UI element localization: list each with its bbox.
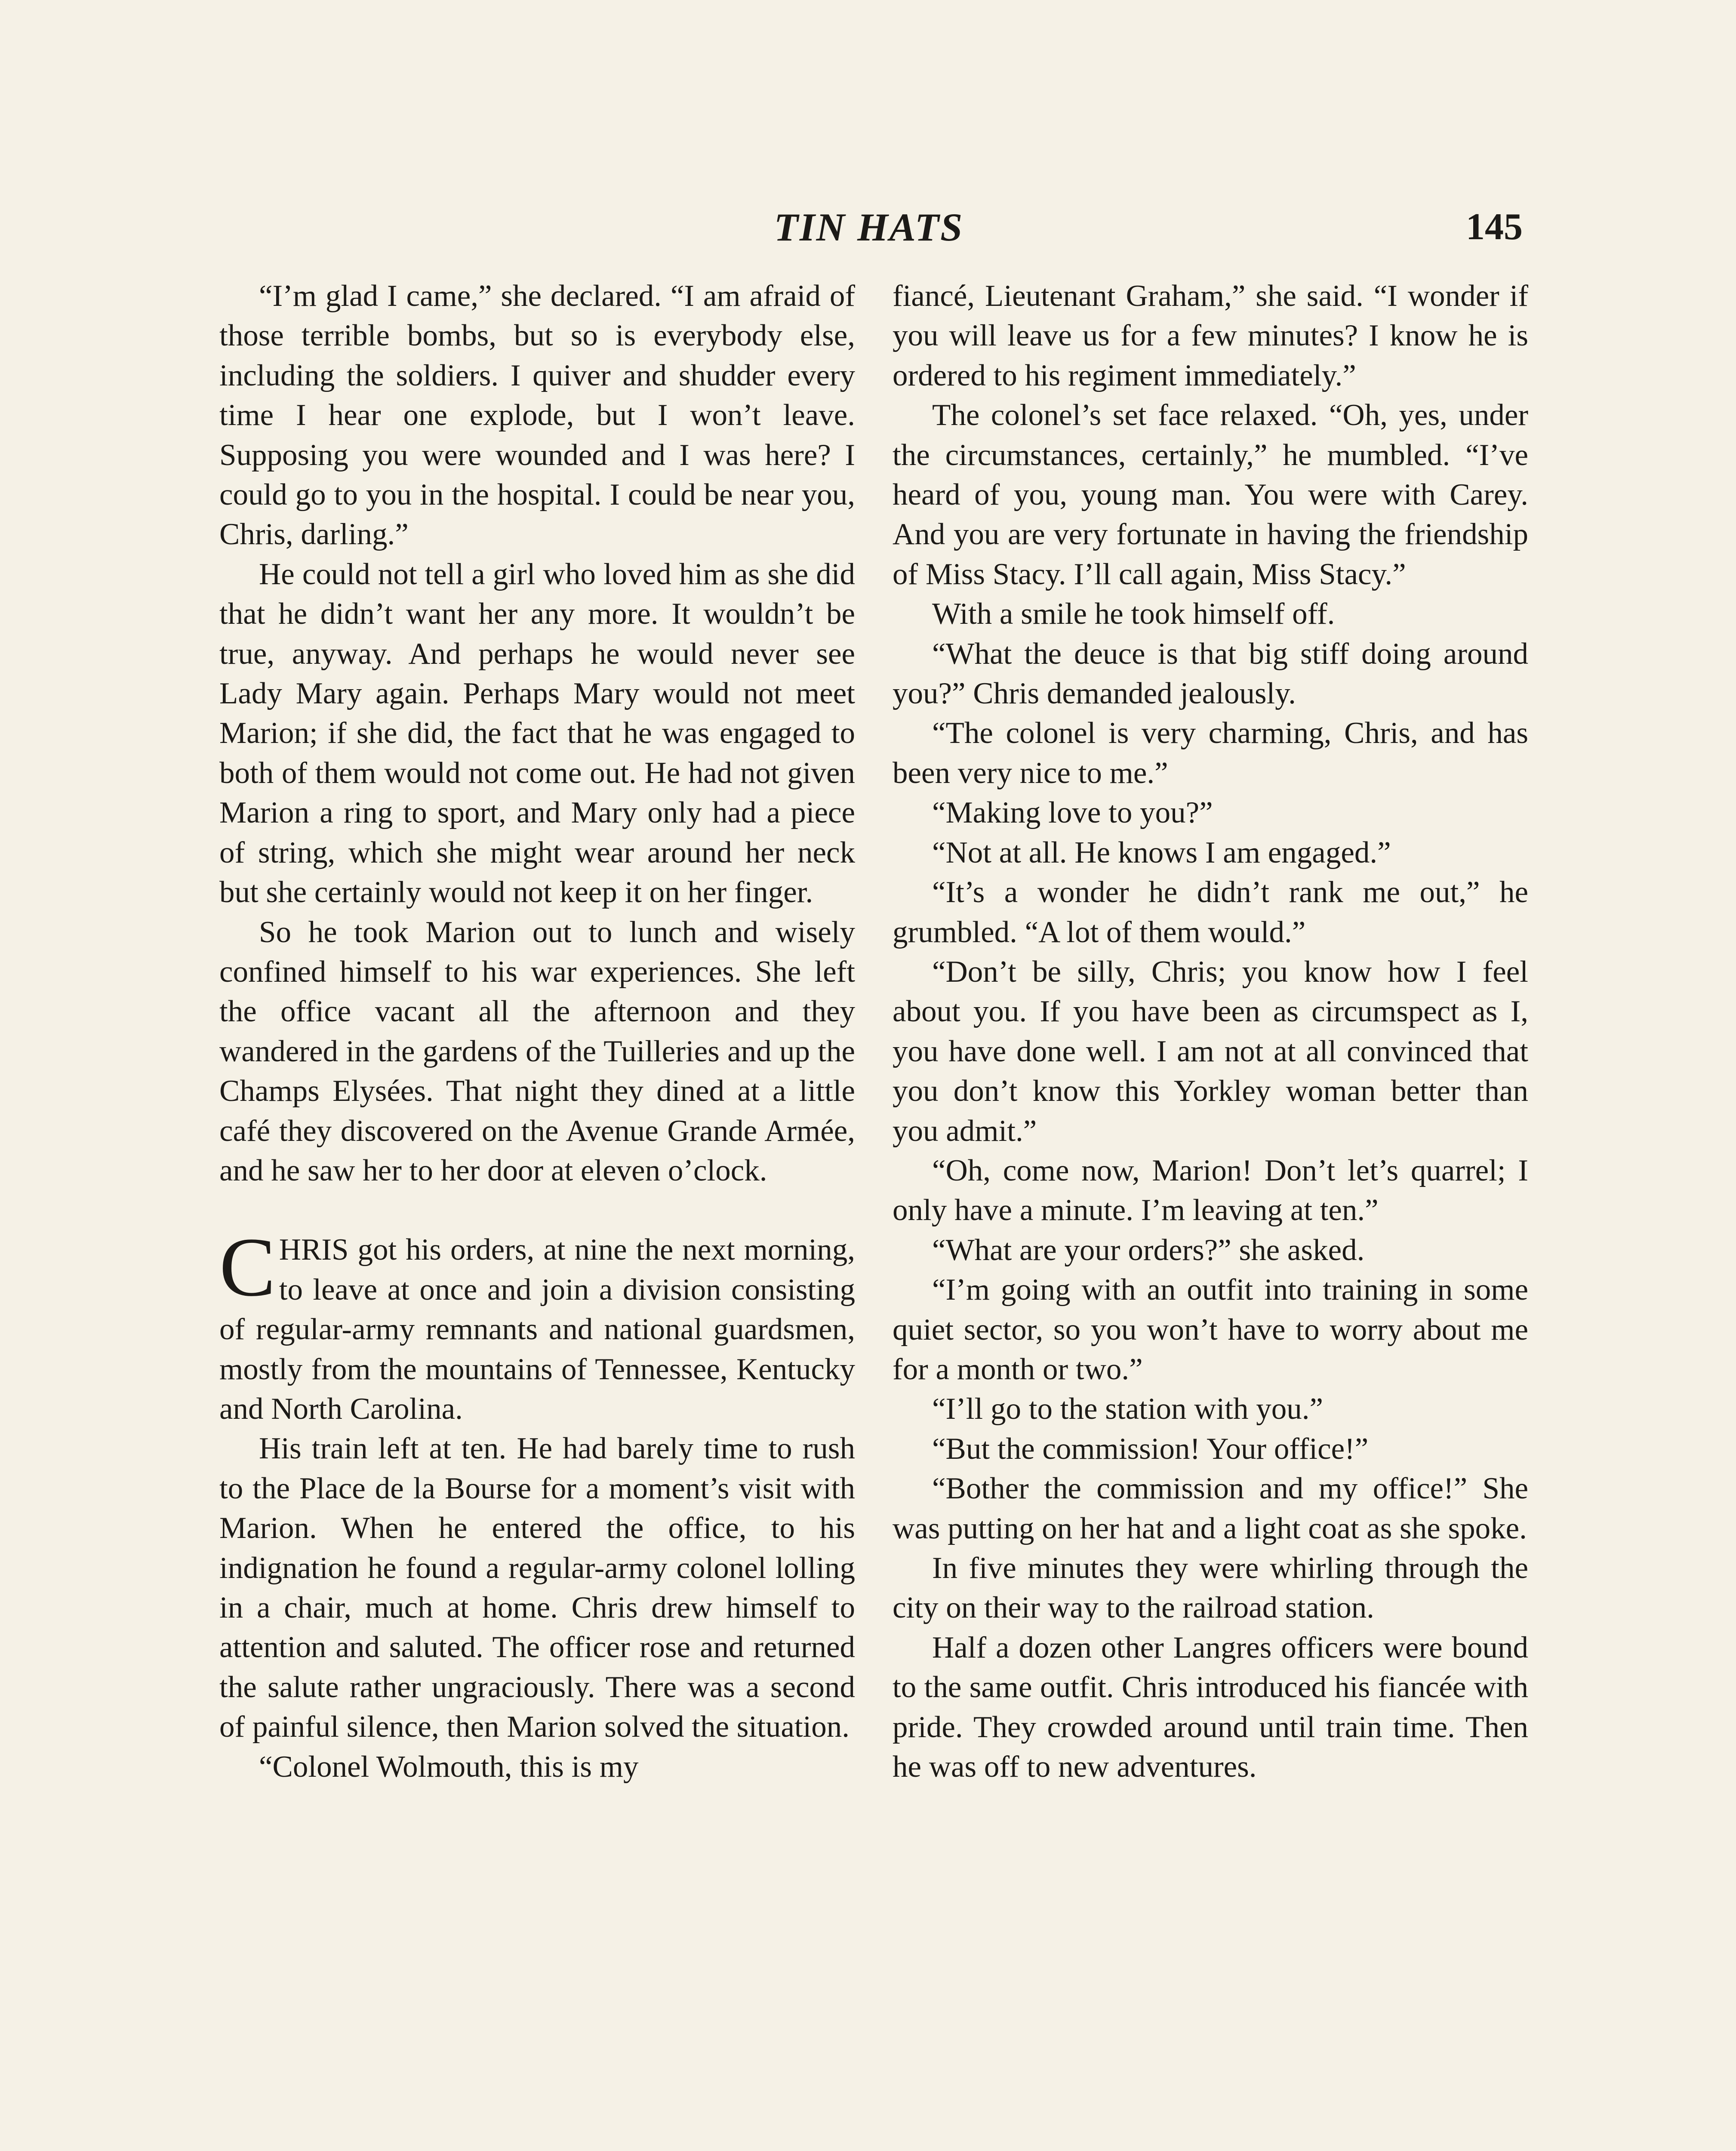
left-column <box>219 276 855 1787</box>
right-column <box>893 276 1528 1787</box>
paragraph: “Don’t be silly, Chris; you know how I feel about you. If you have been as circumspect as I, you have done well. I am not at all convinced that you don’t know this Yorkley woman better than you admit.” <box>893 955 1528 1148</box>
page-number: 145 <box>1466 206 1523 248</box>
drop-cap: C <box>219 1220 276 1314</box>
paragraph: “It’s a wonder he didn’t rank me out,” he grumbled. “A lot of them would.” <box>893 875 1528 949</box>
paragraph: “Oh, come now, Marion! Don’t let’s quarrel; I only have a minute. I’m leaving at ten.” <box>893 1153 1528 1227</box>
paragraph: Half a dozen other Langres officers were bound to the same outfit. Chris introduced his fiancée with pride. They crowded around until train time. Then he was off to new adventures. <box>893 1630 1528 1784</box>
paragraph: In five minutes they were whirling through the city on their way to the railroad station. <box>893 1551 1528 1625</box>
section-opening-text: HRIS got his orders, at nine the next morning, to leave at once and join a division consisting of regular-army remnants and national guardsmen, mostly from the mountains of Tennessee, Kentucky and North Carolina. <box>219 1233 855 1426</box>
paragraph: His train left at ten. He had barely time to rush to the Place de la Bourse for a moment’s visit with Marion. When he entered the office, to his indignation he found a regular-army colonel lolling in a chair, much at home. Chris drew himself to attention and saluted. The officer rose and returned the salute rather ungraciously. There was a second of painful silence, then Marion solved the situation. <box>219 1432 855 1744</box>
paragraph: “I’m glad I came,” she declared. “I am afraid of those terrible bombs, but so is everybody else, including the soldiers. I quiver and shudder every time I hear one explode, but I won’t leave. Supposing you were wounded and I was here? I could go to you in the hospital. I could be near you, Chris, darling.” <box>219 279 855 552</box>
paragraph: “Not at all. He knows I am engaged.” <box>932 835 1391 869</box>
paragraph: So he took Marion out to lunch and wisely confined himself to his war experiences. She left the office vacant all the afternoon and they wandered in the gardens of the Tuilleries and up the Champs Elysées. That night they dined at a little café they discovered on the Avenue Grande Armée, and he saw her to her door at eleven o’clock. <box>219 915 855 1187</box>
paragraph: “I’ll go to the station with you.” <box>932 1392 1324 1426</box>
running-head <box>215 197 1523 257</box>
paragraph: He could not tell a girl who loved him as she did that he didn’t want her any more. It wouldn’t be true, anyway. And perhaps he would never see Lady Mary again. Perhaps Mary would not meet Marion; if she did, the fact that he was engaged to both of them would not come out. He had not given Marion a ring to sport, and Mary only had a piece of string, which she might wear around her neck but she certainly would not keep it on her finger. <box>219 557 855 909</box>
paragraph: “Colonel Wolmouth, this is my <box>259 1750 639 1784</box>
paragraph: The colonel’s set face relaxed. “Oh, yes, under the circumstances, certainly,” he mumbled. “I’ve heard of you, young man. You were with Carey. And you are very fortunate in having the friendship of Miss Stacy. I’ll call again, Miss Stacy.” <box>893 398 1528 591</box>
paragraph: “Making love to you?” <box>932 796 1213 830</box>
running-title: TIN HATS <box>774 205 964 249</box>
continued-paragraph: fiancé, Lieutenant Graham,” she said. “I wonder if you will leave us for a few minutes? I know he is ordered to his regiment immediately.” <box>893 279 1528 392</box>
paragraph: “I’m going with an outfit into training in some quiet sector, so you won’t have to worry about me for a month or two.” <box>893 1273 1528 1386</box>
paragraph: “But the commission! Your office!” <box>932 1432 1369 1466</box>
paragraph: “What are your orders?” she asked. <box>932 1233 1365 1267</box>
paragraph: With a smile he took himself off. <box>932 597 1335 631</box>
paragraph: “The colonel is very charming, Chris, and has been very nice to me.” <box>893 716 1528 790</box>
paragraph: “Bother the commission and my office!” She was putting on her hat and a light coat as she spoke. <box>893 1472 1528 1545</box>
paragraph: “What the deuce is that big stiff doing around you?” Chris demanded jealously. <box>893 637 1528 711</box>
section-opening-paragraph <box>219 1220 855 1429</box>
